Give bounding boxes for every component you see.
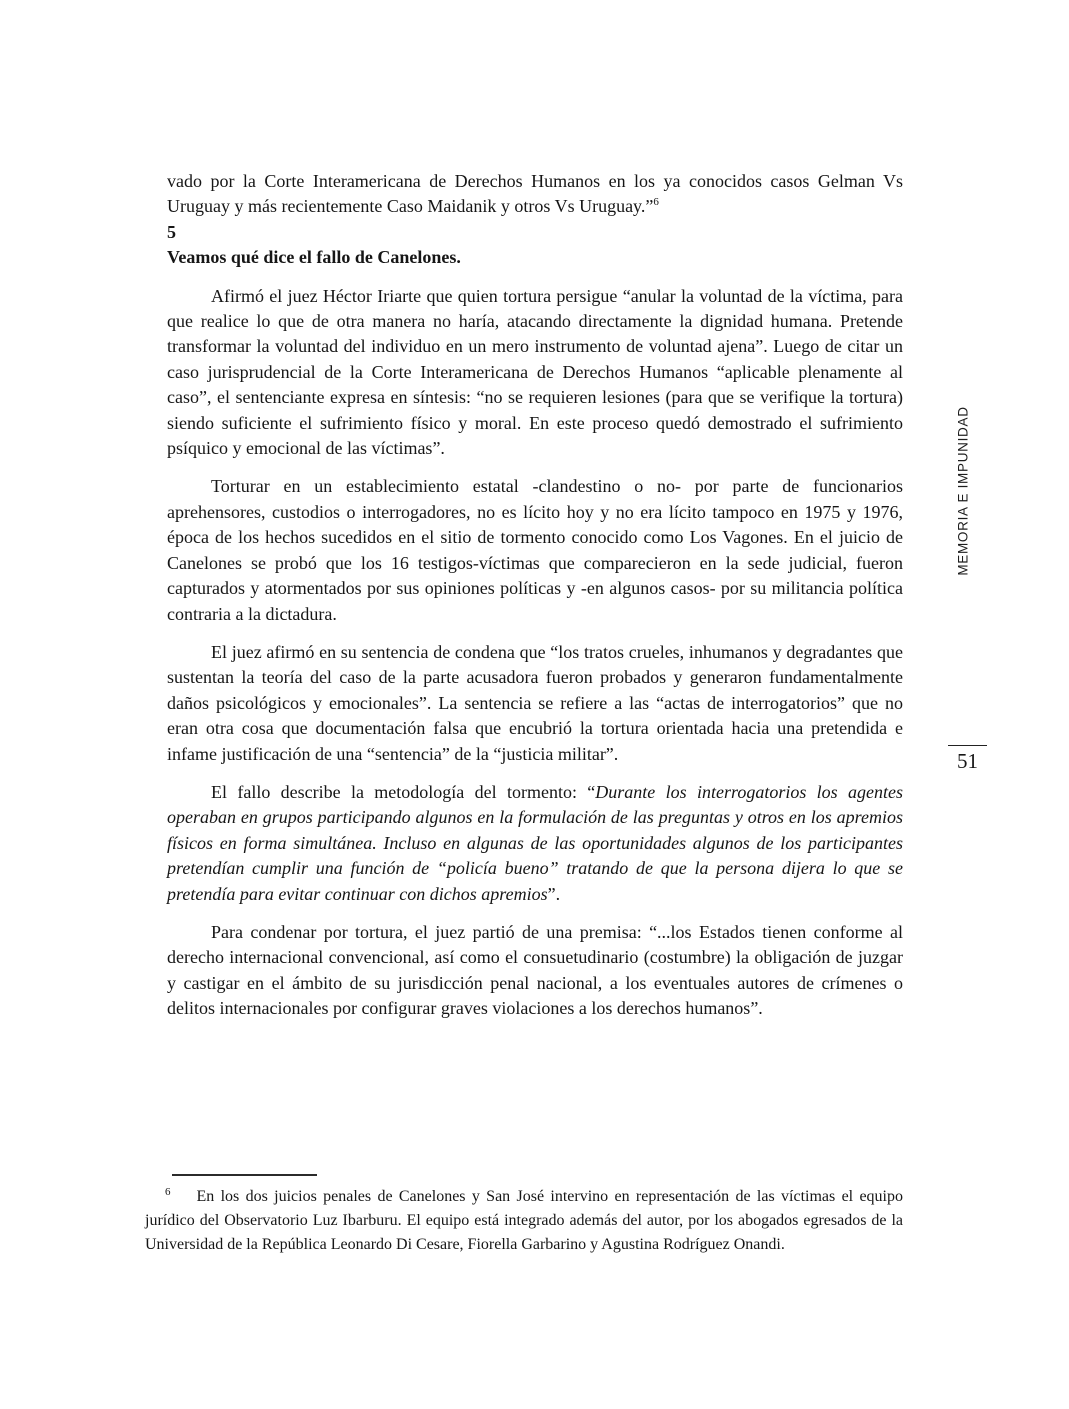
paragraph-5: Para condenar por tortura, el juez partió de una premisa: “...los Estados tienen conforme al derecho internacional convencional, así como el consuetudinario (costumbre) la obligación de juzgar y castigar en el ámbito de su jurisdicción penal nacional, a los eventuales autores de crímenes o delitos internacionales por configurar graves violaciones a los derechos humanos”. <box>167 921 903 1019</box>
footnote-block <box>145 1166 903 1257</box>
paragraph-4-quote: Durante los interrogatorios los agentes operaban en grupos participando algunos en la formulación de las preguntas y otros en los apremios físicos en forma simultánea. Incluso en algunas de las oportunidades algunos de los participantes pretendían cumplir una función de “policía bueno” tratando de que la persona dijera lo que se pretendía para evitar continuar con dichos apremios <box>167 781 904 904</box>
paragraph-4 <box>167 780 903 907</box>
paragraph-1: Afirmó el juez Héctor Iriarte que quien tortura persigue “anular la voluntad de la víctima, para que realice lo que de otra manera no haría, atacando directamente la dignidad humana. Pretende transformar la voluntad del individuo en un mero instrumento de voluntad ajena”. Luego de citar un caso jurisprudencial de la Corte Interamericana de Derechos Humanos “aplicable plenamente al caso”, el sentenciante expresa en síntesis: “no se requieren lesiones (para que se verifique la tortura) siendo suficiente el sufrimiento físico y moral. En este proceso quedó demostrado el sufrimiento psíquico y emocional de las víctimas”. <box>167 285 903 459</box>
paragraph-3: El juez afirmó en su sentencia de condena que “los tratos crueles, inhumanos y degradantes que sustentan la teoría del caso de la parte acusadora fueron probados y generaron fundamentalmente daños psicológicos y emocionales”. La sentencia se refiere a las “actas de interrogatorios” que no eran otra cosa que documentación falsa que encubrió la tortura orientada hacia una pretendida e infame justificación de una “sentencia” de la “justicia militar”. <box>167 641 903 764</box>
paragraph-2: Torturar en un establecimiento estatal -clandestino o no- por parte de funcionarios aprehensores, custodios o interrogadores, no es lícito hoy y no era lícito tampoco en 1975 y 1976, época de los hechos sucedidos en el sitio de tormento conocido como Los Vagones. En el juicio de Canelones se probó que los 16 testigos-víctimas que comparecieron en la sede judicial, fueron capturados y atormentados por sus opiniones políticas y -en algunos casos- por su militancia política contraria a la dictadura. <box>167 476 903 624</box>
running-sidebar-title: MEMORIA E IMPUNIDAD <box>955 406 971 576</box>
page-number: 51 <box>948 745 987 774</box>
footnote-body: En los dos juicios penales de Canelones y San José intervino en representación de las víctimas el equipo jurídico del Observatorio Luz Ibarburu. El equipo está integrado además del autor, por los abogados egresados de la Universidad de la República Leonardo Di Cesare, Fiorella Garbarino y Agustina Rodríguez Onandi. <box>145 1188 903 1253</box>
section-title: Veamos qué dice el fallo de Canelones. <box>167 247 461 268</box>
paragraph-4-lead: El fallo describe la metodología del tormento: “ <box>211 781 596 802</box>
continuation-paragraph <box>167 169 903 220</box>
paragraph-4-tail: ”. <box>547 883 561 904</box>
footnote-marker: 6 <box>165 1186 171 1198</box>
footnote-text <box>145 1185 903 1257</box>
text-column <box>167 169 903 1022</box>
footnote-reference-6: 6 <box>653 196 659 209</box>
footnote-rule <box>172 1174 317 1176</box>
continuation-text: vado por la Corte Interamericana de Derechos Humanos en los ya conocidos casos Gelman Vs Uruguay y más recientemente Caso Maidanik y otros Vs Uruguay.” <box>167 171 903 217</box>
section-number: 5 <box>167 221 176 242</box>
